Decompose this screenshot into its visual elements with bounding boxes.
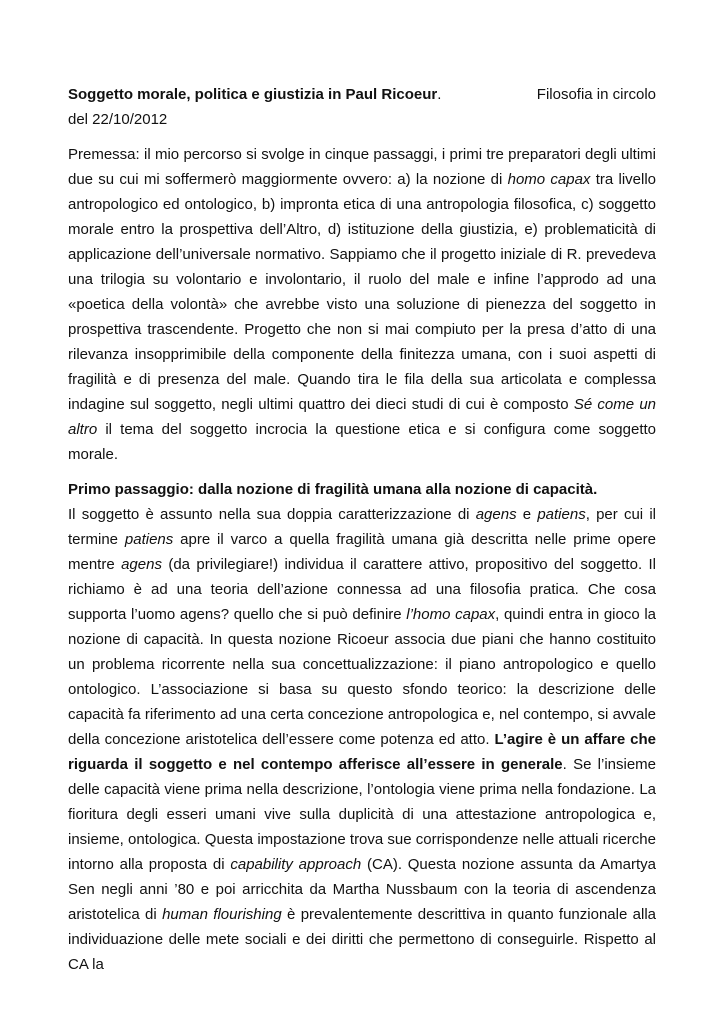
bold-statement: L’agire è un affare che riguarda il soggetto e nel contempo afferisce all’essere in generale (68, 731, 656, 773)
text-run: apre il varco a quella fragilità umana già descritta nelle prime opere mentre (68, 531, 657, 573)
section1-paragraph (68, 502, 656, 977)
italic-term: agens (475, 506, 517, 523)
text-run: (CA). Questa nozione assunta da Amartya Sen negli anni ’80 e poi arricchita da Martha Nussbaum con la teoria di ascendenza aristotelica di (68, 856, 656, 923)
italic-term: homo capax (507, 171, 591, 188)
title-period: . (437, 86, 442, 103)
italic-term: patiens (124, 531, 174, 548)
text-run: , per cui il termine (68, 506, 656, 548)
title-text: Soggetto morale, politica e giustizia in Paul Ricoeur (68, 86, 438, 103)
date-line: del 22/10/2012 (68, 111, 168, 128)
text-run: Premessa: il mio percorso si svolge in cinque passaggi, i primi tre preparatori degli ultimi due su cui mi soffermerò maggiormente ovvero: a) la nozione di (68, 146, 656, 188)
venue-label: Filosofia in circolo (536, 86, 656, 103)
text-run: tra livello antropologico ed ontologico, b) impronta etica di una antropologia filosofica, c) soggetto morale entro la prospettiva dell’Altro, d) istituzione della giustizia, e) problematicità di applicazione dell’universale normativo. Sappiamo che il progetto iniziale di R. prevedeva una trilogia su volontario e involontario, il ruolo del male e infine l’approdo ad una «poetica della volontà» che avrebbe visto una soluzione di pienezza del soggetto in prospettiva trascendente. Progetto che non si mai compiuto per la presa d’atto di una rilevanza insopprimibile della componente della finitezza umana, con i suoi aspetti di fragilità e di presenza del male. Quando tira le fila della sua articolata e complessa indagine sul soggetto, negli ultimi quattro dei dieci studi di cui è composto (68, 171, 657, 413)
document-page (68, 82, 656, 977)
document-title (68, 82, 441, 107)
text-run: , quindi entra in gioco la nozione di capacità. In questa nozione Ricoeur associa due piani che hanno costituito un problema ricorrente nella sua concettualizzazione: il piano antropologico e quello ontologico. L’associazione si basa su questo sfondo teorico: la descrizione delle capacità fa riferimento ad una certa concezione antropologica e, nel contempo, si avvale della concezione aristotelica dell’essere come potenza ed atto. (68, 606, 656, 748)
text-run: (da privilegiare!) individua il carattere attivo, propositivo del soggetto. Il richiamo è ad una teoria dell’azione connessa ad una filosofia pratica. Che cosa supporta l’uomo agens? quello che si può definire (68, 556, 656, 623)
italic-term: Sé come un altro (68, 396, 657, 438)
italic-term: l’homo capax (406, 606, 496, 623)
italic-term: capability approach (230, 856, 362, 873)
section-heading: Primo passaggio: dalla nozione di fragilità umana alla nozione di capacità. (68, 481, 598, 498)
text-run: . Se l’insieme delle capacità viene prima nella descrizione, l’ontologia viene prima nella fondazione. La fioritura degli esseri umani vive sulla duplicità di una attestazione antropologica e, insieme, ontologica. Questa impostazione trova sue corrispondenze nelle attuali ricerche intorno alla proposta di (68, 756, 657, 873)
italic-term: human flourishing (162, 906, 282, 923)
italic-term: agens (121, 556, 162, 573)
text-run: e (516, 506, 538, 523)
text-run: il tema del soggetto incrocia la questione etica e si configura come soggetto morale. (68, 421, 656, 463)
text-run: Il soggetto è assunto nella sua doppia caratterizzazione di (68, 506, 476, 523)
document-header (68, 82, 656, 107)
text-run: è prevalentemente descrittiva in quanto funzionale alla individuazione delle mete sociali e dei diritti che permettono di conseguirle. Rispetto al CA la (68, 906, 656, 973)
premessa-paragraph (68, 142, 656, 467)
italic-term: patiens (537, 506, 586, 523)
